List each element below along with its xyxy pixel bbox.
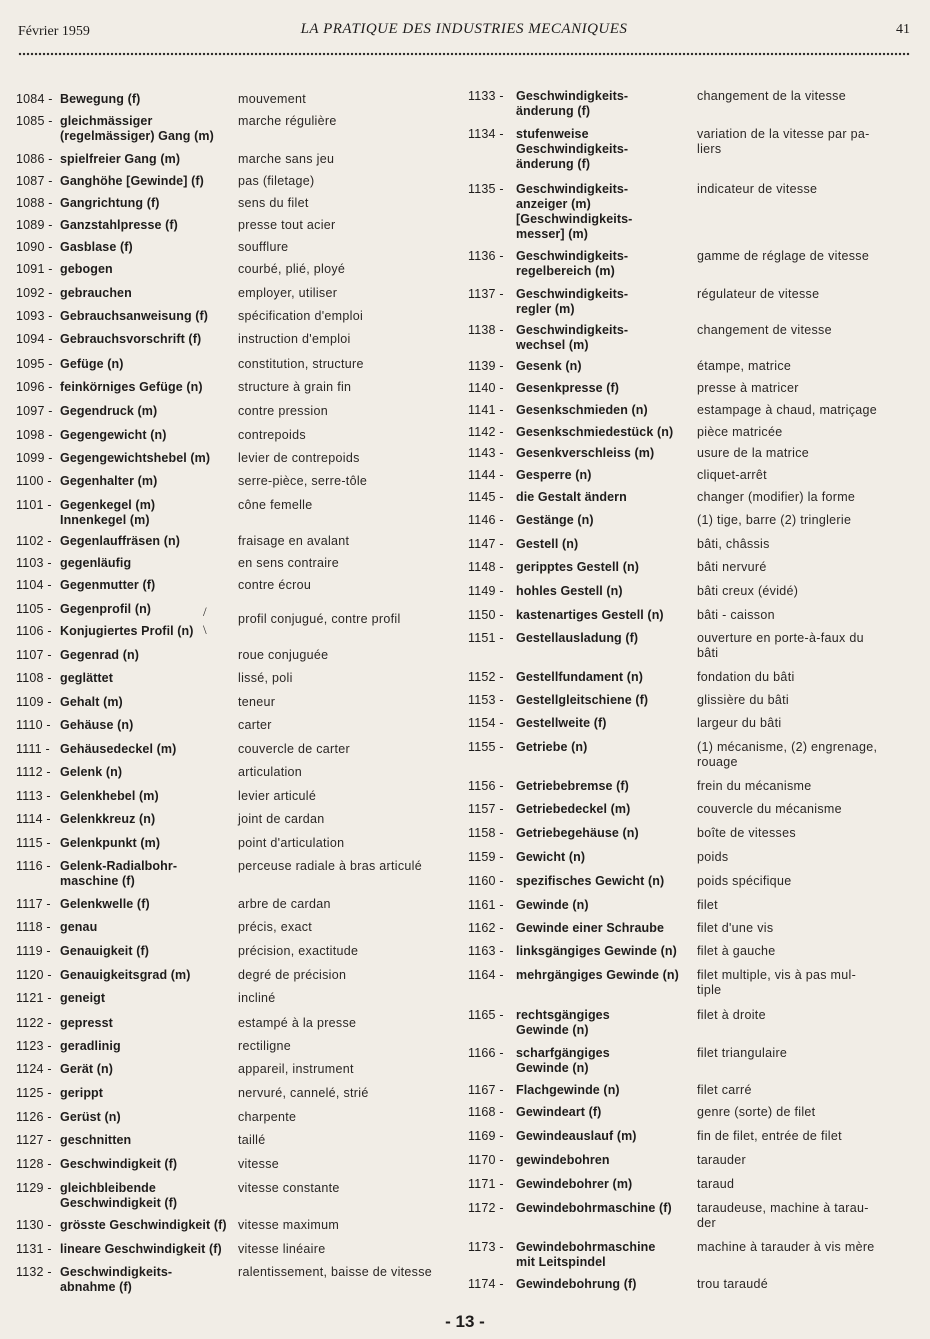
german-term: Gewinde (n) [516,898,589,912]
french-translation: vitesse constante [238,1181,340,1195]
entry-number: 1113 - [16,789,51,803]
entry-number: 1159 - [468,850,504,864]
entry-number: 1106 - [16,624,52,638]
header-date: Février 1959 [18,24,90,39]
entry-number: 1085 - [16,114,53,128]
entry-number: 1099 - [16,451,53,465]
german-term: Gerüst (n) [60,1110,121,1124]
german-term: Gegenhalter (m) [60,474,158,488]
german-term: Gegenprofil (n) [60,602,152,616]
entry-number: 1139 - [468,359,504,373]
french-translation: largeur du bâti [697,716,782,730]
entry-number: 1144 - [468,468,504,482]
entry-number: 1155 - [468,740,504,754]
french-translation: couvercle de carter [238,742,350,756]
entry-number: 1143 - [468,446,504,460]
french-translation: frein du mécanisme [697,779,812,793]
entry-number: 1119 - [16,944,51,958]
entry-number: 1090 - [16,240,53,254]
french-translation: estampé à la presse [238,1016,357,1030]
entry-number: 1121 - [16,991,52,1005]
german-term: Gestellweite (f) [516,716,607,730]
entry-number: 1105 - [16,602,52,616]
french-translation: filet [697,898,718,912]
entry-number: 1146 - [468,513,504,527]
entry-number: 1096 - [16,380,53,394]
french-translation: serre-pièce, serre-tôle [238,474,368,488]
dotted-rule [18,52,910,56]
french-translation: point d'articulation [238,836,345,850]
entry-number: 1150 - [468,608,504,622]
entry-number: 1120 - [16,968,52,982]
french-translation: filet carré [697,1083,752,1097]
german-term: Geschwindigkeits- änderung (f) [516,89,629,118]
german-term: Gegenmutter (f) [60,578,156,592]
entry-number: 1136 - [468,249,504,263]
entry-number: 1158 - [468,826,504,840]
french-translation: poids spécifique [697,874,792,888]
header-title: LA PRATIQUE DES INDUSTRIES MECANIQUES [300,21,628,37]
entry-number: 1098 - [16,428,53,442]
french-translation: constitution, structure [238,357,364,371]
german-term: gerippt [60,1086,104,1100]
german-term: geradlinig [60,1039,121,1053]
french-translation: boîte de vitesses [697,826,796,840]
french-translation: glissière du bâti [697,693,789,707]
entry-number: 1165 - [468,1008,504,1022]
german-term: Ganghöhe [Gewinde] (f) [60,174,204,188]
german-term: Gewicht (n) [516,850,586,864]
german-term: gepresst [60,1016,113,1030]
french-translation: mouvement [238,92,307,106]
german-term: feinkörniges Gefüge (n) [60,380,203,394]
german-term: Gesenkschmieden (n) [516,403,648,417]
entry-number: 1103 - [16,556,52,570]
german-term: Gegenrad (n) [60,648,139,662]
entry-number: 1134 - [468,127,504,141]
entry-number: 1109 - [16,695,52,709]
entry-number: 1116 - [16,859,51,873]
entry-number: 1104 - [16,578,52,592]
french-translation: structure à grain fin [238,380,352,394]
german-term: gegenläufig [60,556,132,570]
german-term: Geschwindigkeits- anzeiger (m) [Geschwindigkeits- messer] (m) [516,182,633,241]
entry-number: 1135 - [468,182,504,196]
entry-number: 1122 - [16,1016,52,1030]
french-translation: changer (modifier) la forme [697,490,856,504]
french-translation: étampe, matrice [697,359,792,373]
entry-number: 1089 - [16,218,53,232]
german-term: Gestell (n) [516,537,579,551]
french-translation: indicateur de vitesse [697,182,818,196]
german-term: spielfreier Gang (m) [60,152,181,166]
entry-number: 1094 - [16,332,53,346]
german-term: gebrauchen [60,286,132,300]
french-translation: filet d'une vis [697,921,774,935]
french-translation: vitesse [238,1157,280,1171]
entry-number: 1123 - [16,1039,52,1053]
entry-number: 1140 - [468,381,504,395]
german-term: Gewindeart (f) [516,1105,602,1119]
french-translation: perceuse radiale à bras articulé [238,859,423,873]
german-term: hohles Gestell (n) [516,584,623,598]
german-term: geneigt [60,991,106,1005]
entry-number: 1160 - [468,874,504,888]
french-translation: rectiligne [238,1039,292,1053]
french-translation: degré de précision [238,968,347,982]
french-translation: levier de contrepoids [238,451,360,465]
german-term: linksgängiges Gewinde (n) [516,944,677,958]
french-translation: taraudeuse, machine à tarau- der [697,1201,869,1230]
french-translation: filet triangulaire [697,1046,788,1060]
french-translation: pas (filetage) [238,174,315,188]
german-term: Gegendruck (m) [60,404,158,418]
german-term: Geschwindigkeits- regelbereich (m) [516,249,629,278]
german-term: Gesenkpresse (f) [516,381,620,395]
french-translation: courbé, plié, ployé [238,262,346,276]
entry-number: 1154 - [468,716,504,730]
german-term: Ganzstahlpresse (f) [60,218,178,232]
french-translation: marche régulière [238,114,337,128]
entry-number: 1087 - [16,174,53,188]
french-translation: teneur [238,695,276,709]
entry-number: 1163 - [468,944,504,958]
entry-number: 1141 - [468,403,504,417]
entry-number: 1157 - [468,802,504,816]
german-term: Gefüge (n) [60,357,124,371]
french-translation: machine à tarauder à vis mère [697,1240,875,1254]
german-term: Gegengewicht (n) [60,428,167,442]
french-translation: fraisage en avalant [238,534,350,548]
french-translation: usure de la matrice [697,446,809,460]
entry-number: 1110 - [16,718,51,732]
french-translation: contrepoids [238,428,306,442]
entry-number: 1171 - [468,1177,504,1191]
entry-number: 1118 - [16,920,51,934]
entry-number: 1088 - [16,196,53,210]
french-translation: carter [238,718,272,732]
german-term: Gegenkegel (m) Innenkegel (m) [60,498,156,527]
entry-number: 1108 - [16,671,52,685]
german-term: Gelenkwelle (f) [60,897,150,911]
french-translation: en sens contraire [238,556,339,570]
entry-number: 1161 - [468,898,504,912]
entry-number: 1095 - [16,357,53,371]
german-term: Bewegung (f) [60,92,141,106]
french-translation: bâti nervuré [697,560,767,574]
german-term: Gestänge (n) [516,513,594,527]
german-term: Gebrauchsvorschrift (f) [60,332,202,346]
german-term: Gangrichtung (f) [60,196,160,210]
entry-number: 1086 - [16,152,53,166]
french-translation: vitesse linéaire [238,1242,326,1256]
german-term: Gehäusedeckel (m) [60,742,177,756]
german-term: Gebrauchsanweisung (f) [60,309,209,323]
entry-number: 1152 - [468,670,504,684]
french-translation: poids [697,850,729,864]
french-translation: joint de cardan [238,812,325,826]
french-translation: trou taraudé [697,1277,769,1291]
german-term: Gewinde einer Schraube [516,921,665,935]
entry-number: 1126 - [16,1110,52,1124]
german-term: Gerät (n) [60,1062,113,1076]
french-translation: taillé [238,1133,266,1147]
french-translation: arbre de cardan [238,897,331,911]
german-term: Gelenkhebel (m) [60,789,159,803]
entry-number: 1142 - [468,425,504,439]
french-translation: précision, exactitude [238,944,359,958]
french-translation: (1) tige, barre (2) tringlerie [697,513,852,527]
french-translation: changement de la vitesse [697,89,846,103]
entry-number: 1097 - [16,404,53,418]
german-term: Flachgewinde (n) [516,1083,620,1097]
german-term: Gewindebohrung (f) [516,1277,637,1291]
french-translation: soufflure [238,240,289,254]
entry-number: 1124 - [16,1062,52,1076]
french-translation: appareil, instrument [238,1062,354,1076]
french-translation: filet multiple, vis à pas mul- tiple [697,968,857,997]
german-term: Gegenlauffräsen (n) [60,534,180,548]
entry-number: 1130 - [16,1218,52,1232]
french-translation: estampage à chaud, matriçage [697,403,878,417]
german-term: Getriebedeckel (m) [516,802,631,816]
french-translation: employer, utiliser [238,286,338,300]
entry-number: 1128 - [16,1157,52,1171]
entry-number: 1168 - [468,1105,504,1119]
french-translation: lissé, poli [238,671,293,685]
french-translation: articulation [238,765,303,779]
footer-page-marker: - 13 - [445,1312,485,1331]
french-translation: bâti - caisson [697,608,775,622]
french-translation: ralentissement, baisse de vitesse [238,1265,433,1279]
entry-number: 1111 - [16,742,50,756]
entry-number: 1129 - [16,1181,52,1195]
french-translation: tarauder [697,1153,746,1167]
german-term: geschnitten [60,1133,132,1147]
german-term: Gehalt (m) [60,695,123,709]
french-translation: levier articulé [238,789,317,803]
french-translation: fin de filet, entrée de filet [697,1129,842,1143]
german-term: spezifisches Gewicht (n) [516,874,665,888]
german-term: Gelenk (n) [60,765,123,779]
german-term: Gesenkschmiedestück (n) [516,425,674,439]
german-term: geglättet [60,671,113,685]
french-translation: marche sans jeu [238,152,335,166]
entry-number: 1133 - [468,89,504,103]
entry-number: 1132 - [16,1265,52,1279]
french-translation: ouverture en porte-à-faux du bâti [697,631,864,660]
brace-glyph: / \ [203,604,207,637]
german-term: Gelenkpunkt (m) [60,836,161,850]
french-translation: spécification d'emploi [238,309,364,323]
french-translation: couvercle du mécanisme [697,802,842,816]
french-translation: sens du filet [238,196,309,210]
german-term: Geschwindigkeits- wechsel (m) [516,323,629,352]
page-footer [0,1312,930,1332]
entry-number: 1169 - [468,1129,504,1143]
entry-number: 1131 - [16,1242,52,1256]
german-term: genau [60,920,98,934]
german-term: gleichmässiger (regelmässiger) Gang (m) [60,114,214,143]
french-translation: charpente [238,1110,297,1124]
german-term: Getriebe (n) [516,740,588,754]
german-term: Genauigkeit (f) [60,944,150,958]
german-term: kastenartiges Gestell (n) [516,608,664,622]
french-translation: contre pression [238,404,328,418]
entry-number: 1153 - [468,693,504,707]
entry-number: 1156 - [468,779,504,793]
german-term: Genauigkeitsgrad (m) [60,968,191,982]
german-term: Gesenkverschleiss (m) [516,446,655,460]
german-term: lineare Geschwindigkeit (f) [60,1242,222,1256]
french-translation: taraud [697,1177,735,1191]
shared-translation [238,612,453,627]
entry-number: 1091 - [16,262,53,276]
french-translation: roue conjuguée [238,648,329,662]
german-term: Gehäuse (n) [60,718,134,732]
entry-number: 1115 - [16,836,51,850]
brace-mark [203,603,213,639]
german-term: Gestellgleitschiene (f) [516,693,649,707]
entry-number: 1170 - [468,1153,504,1167]
entry-number: 1166 - [468,1046,504,1060]
entry-number: 1162 - [468,921,504,935]
french-translation: nervuré, cannelé, strié [238,1086,369,1100]
german-term: Gewindebohrer (m) [516,1177,633,1191]
german-term: Geschwindigkeit (f) [60,1157,178,1171]
german-term: Gesenk (n) [516,359,582,373]
french-translation: presse à matricer [697,381,799,395]
entry-number: 1173 - [468,1240,504,1254]
german-term: gewindebohren [516,1153,610,1167]
german-term: grösste Geschwindigkeit (f) [60,1218,227,1232]
page-header [18,20,910,44]
entry-number: 1127 - [16,1133,52,1147]
entry-number: 1117 - [16,897,51,911]
german-term: Gewindebohrmaschine (f) [516,1201,672,1215]
german-term: die Gestalt ändern [516,490,627,504]
german-term: Gegengewichtshebel (m) [60,451,211,465]
entry-number: 1164 - [468,968,504,982]
german-term: gleichbleibende Geschwindigkeit (f) [60,1181,178,1210]
entry-number: 1101 - [16,498,52,512]
german-term: Getriebebremse (f) [516,779,629,793]
german-term: Gestellausladung (f) [516,631,639,645]
german-term: Gewindeauslauf (m) [516,1129,637,1143]
entry-number: 1174 - [468,1277,504,1291]
entry-number: 1149 - [468,584,504,598]
german-term: Geschwindigkeits- regler (m) [516,287,629,316]
german-term: geripptes Gestell (n) [516,560,639,574]
french-translation: bâti, châssis [697,537,770,551]
french-translation: cône femelle [238,498,313,512]
german-term: Gelenkkreuz (n) [60,812,156,826]
entry-number: 1107 - [16,648,52,662]
german-term: Gelenk-Radialbohr- maschine (f) [60,859,178,888]
french-translation: cliquet-arrêt [697,468,767,482]
german-term: Gestellfundament (n) [516,670,644,684]
entry-number: 1092 - [16,286,53,300]
french-translation: filet à droite [697,1008,766,1022]
german-term: Konjugiertes Profil (n) [60,624,194,638]
entry-number: 1084 - [16,92,53,106]
french-translation: précis, exact [238,920,313,934]
french-translation: contre écrou [238,578,312,592]
french-translation: gamme de réglage de vitesse [697,249,870,263]
german-term: Getriebegehäuse (n) [516,826,639,840]
german-term: Gasblase (f) [60,240,133,254]
entry-number: 1137 - [468,287,504,301]
french-translation: incliné [238,991,276,1005]
header-page-number: 41 [896,22,910,37]
french-translation: variation de la vitesse par pa- liers [697,127,870,156]
french-translation: filet à gauche [697,944,776,958]
french-translation: (1) mécanisme, (2) engrenage, rouage [697,740,878,769]
french-translation: genre (sorte) de filet [697,1105,816,1119]
french-translation: presse tout acier [238,218,336,232]
entry-number: 1147 - [468,537,504,551]
german-term: Gesperre (n) [516,468,592,482]
entry-number: 1148 - [468,560,504,574]
french-translation: bâti creux (évidé) [697,584,799,598]
german-term: scharfgängiges Gewinde (n) [516,1046,610,1075]
entry-number: 1125 - [16,1086,52,1100]
entry-number: 1138 - [468,323,504,337]
french-translation: régulateur de vitesse [697,287,820,301]
german-term: Geschwindigkeits- abnahme (f) [60,1265,173,1294]
french-translation: instruction d'emploi [238,332,351,346]
german-term: rechtsgängiges Gewinde (n) [516,1008,610,1037]
shared-translation-text: profil conjugué, contre profil [238,612,401,626]
entry-number: 1167 - [468,1083,504,1097]
entry-number: 1114 - [16,812,51,826]
entry-number: 1172 - [468,1201,504,1215]
entry-number: 1093 - [16,309,53,323]
german-term: gebogen [60,262,113,276]
french-translation: changement de vitesse [697,323,832,337]
french-translation: vitesse maximum [238,1218,340,1232]
german-term: mehrgängiges Gewinde (n) [516,968,679,982]
german-term: Gewindebohrmaschine mit Leitspindel [516,1240,656,1269]
entry-number: 1151 - [468,631,504,645]
entry-number: 1100 - [16,474,52,488]
entry-number: 1102 - [16,534,52,548]
french-translation: pièce matricée [697,425,783,439]
german-term: stufenweise Geschwindigkeits- änderung (f) [516,127,629,171]
entry-number: 1145 - [468,490,504,504]
entry-number: 1112 - [16,765,51,779]
french-translation: fondation du bâti [697,670,795,684]
